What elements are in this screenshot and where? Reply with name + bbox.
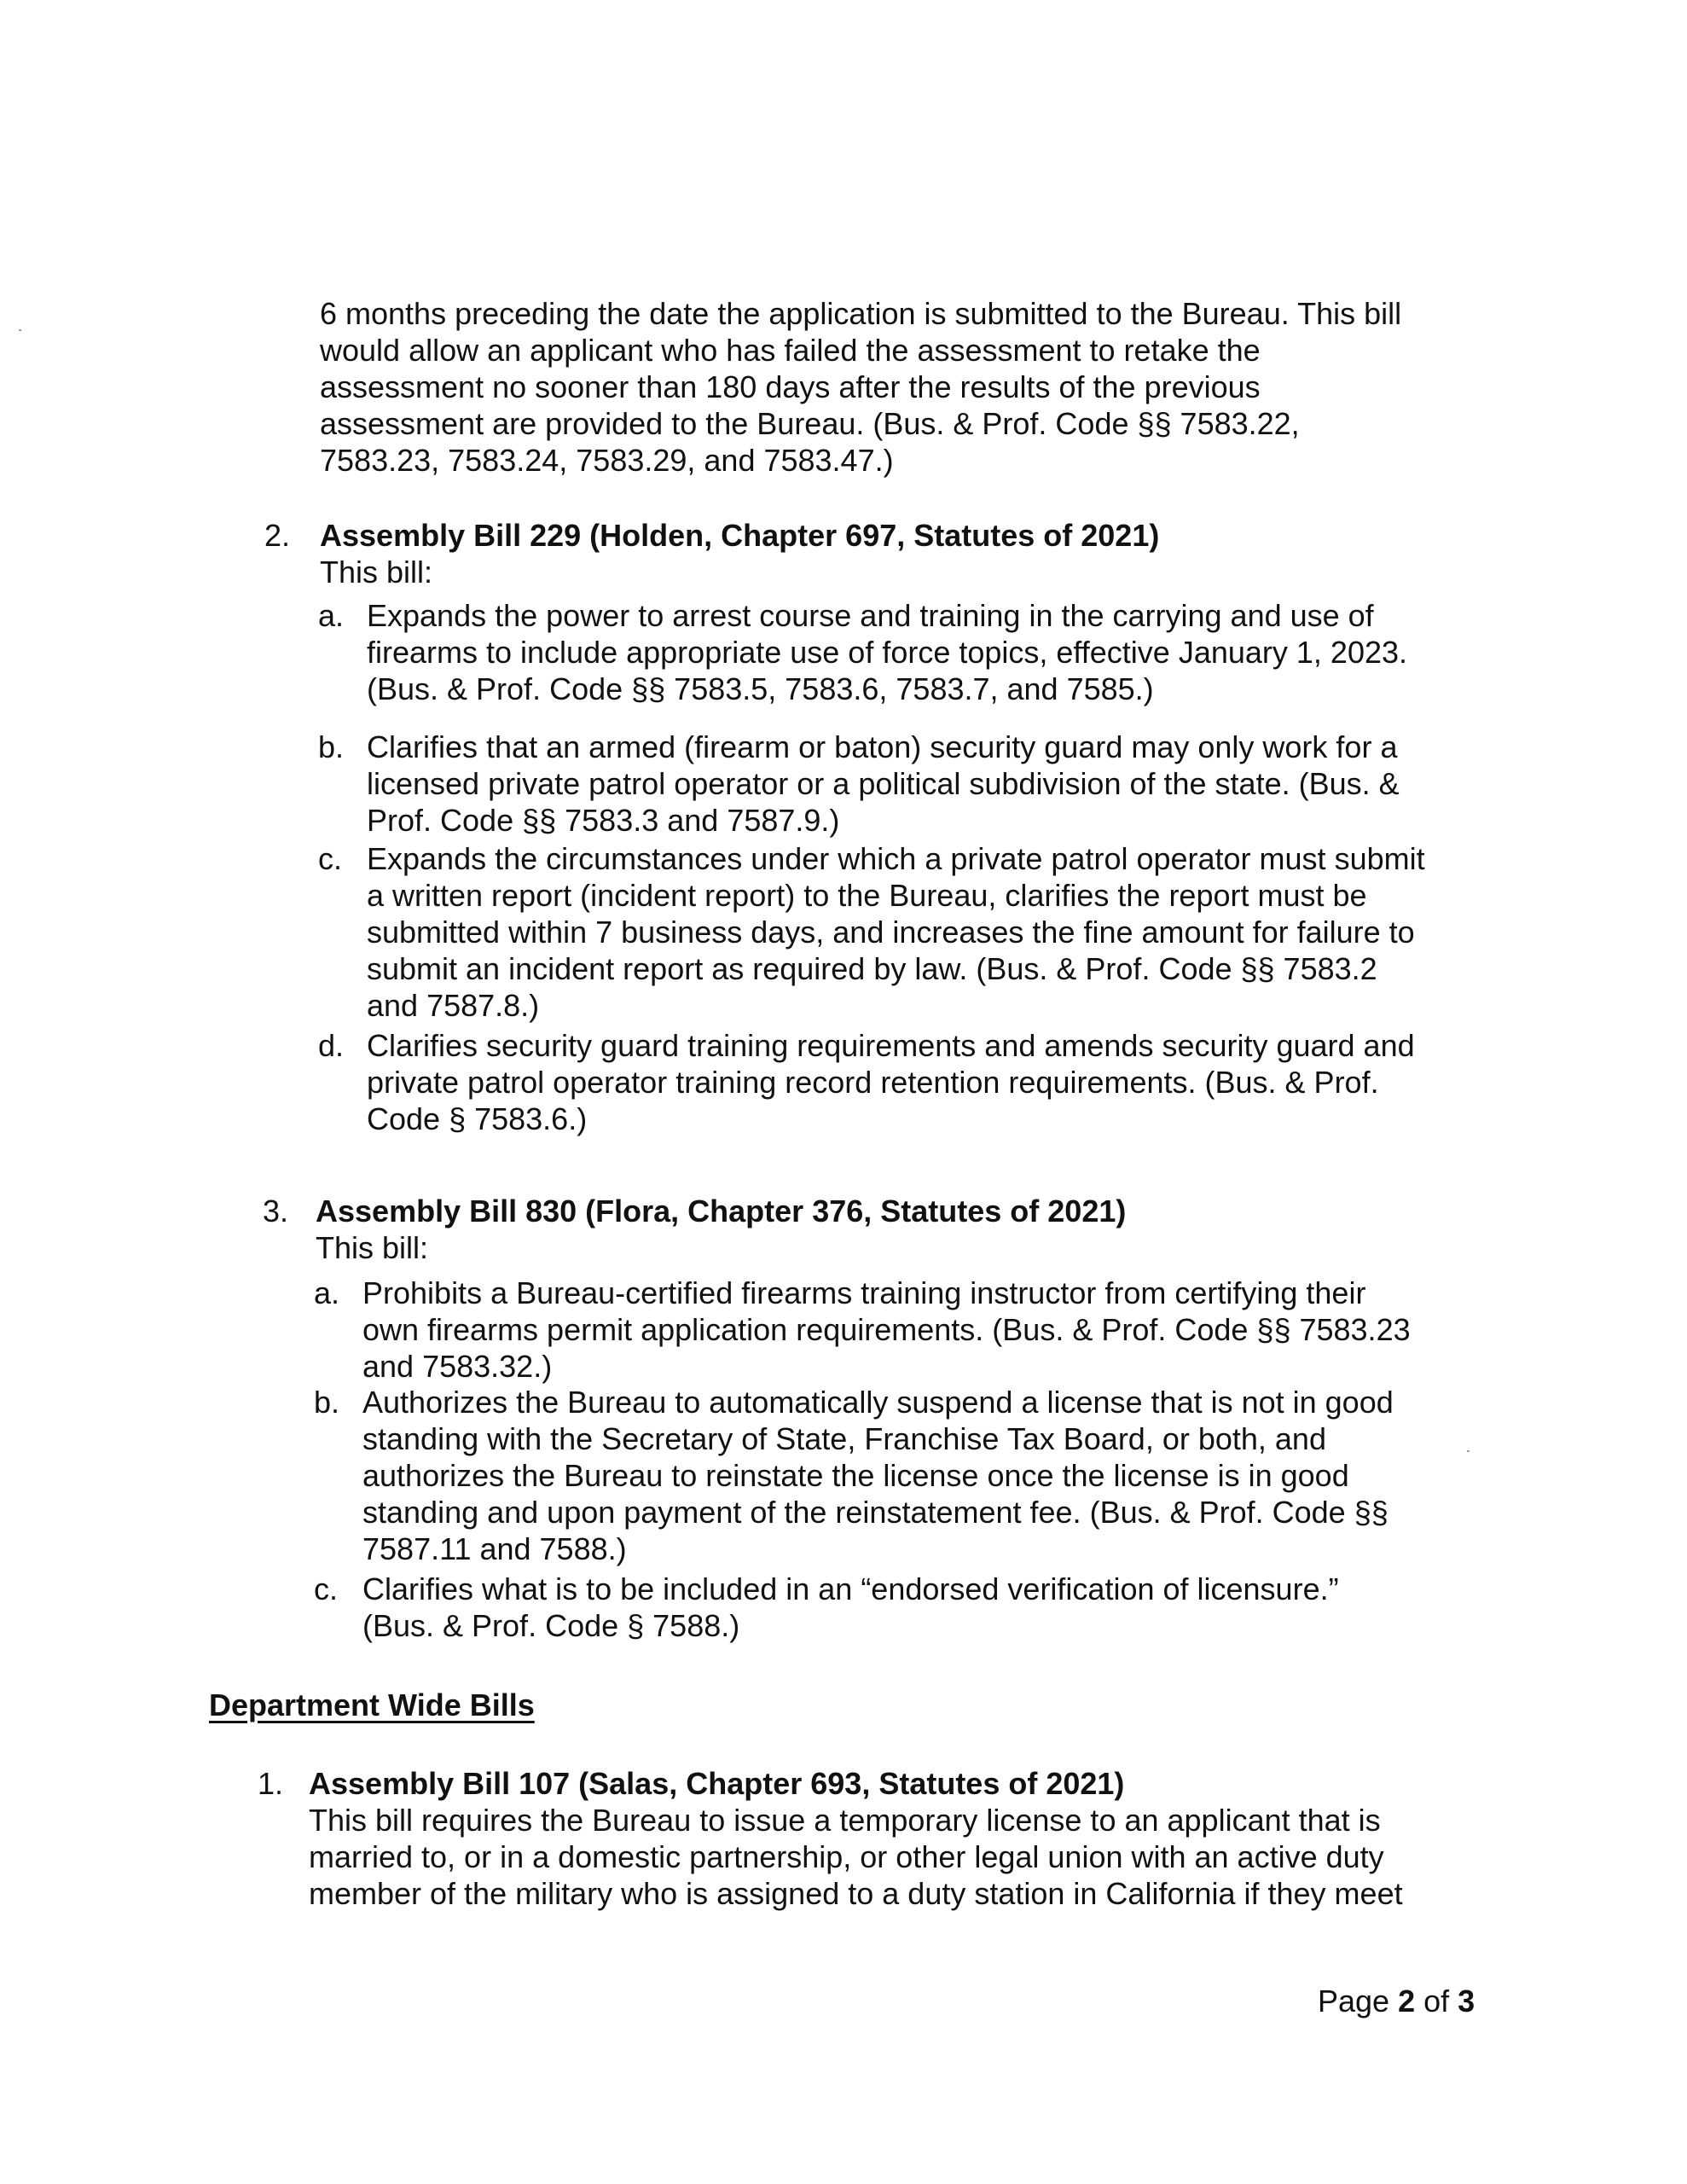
item-line: Authorizes the Bureau to automatically suspend a license that is not in good xyxy=(362,1385,1394,1420)
bill-item xyxy=(362,1384,1394,1567)
item-line: and 7583.32.) xyxy=(362,1349,553,1384)
scan-speck xyxy=(19,329,21,331)
item-line: submitted within 7 business days, and increases the fine amount for failure to xyxy=(367,915,1415,950)
section-heading: Department Wide Bills xyxy=(209,1687,535,1722)
bill-number: 3. xyxy=(263,1194,289,1228)
item-line: private patrol operator training record retention requirements. (Bus. & Prof. xyxy=(367,1065,1379,1100)
bill-lead: This bill: xyxy=(320,555,433,590)
bill-item xyxy=(362,1275,1411,1385)
item-line: submit an incident report as required by law. (Bus. & Prof. Code §§ 7583.2 xyxy=(367,951,1377,986)
item-marker: b. xyxy=(314,1385,340,1420)
item-line: standing and upon payment of the reinstatement fee. (Bus. & Prof. Code §§ xyxy=(362,1495,1388,1530)
intro-paragraph xyxy=(320,295,1401,479)
item-line: Clarifies that an armed (firearm or baton) security guard may only work for a xyxy=(367,729,1398,764)
item-marker: a. xyxy=(314,1275,340,1310)
intro-line: would allow an applicant who has failed the assessment to retake the xyxy=(320,333,1261,368)
bill-number: 1. xyxy=(258,1766,284,1801)
item-line: 7587.11 and 7588.) xyxy=(362,1531,627,1566)
item-line: Prohibits a Bureau-certified firearms training instructor from certifying their xyxy=(362,1275,1366,1310)
bill-section xyxy=(309,1765,1403,1912)
item-line: Code § 7583.6.) xyxy=(367,1101,588,1136)
item-line: firearms to include appropriate use of force topics, effective January 1, 2023. xyxy=(367,635,1408,670)
item-line: standing with the Secretary of State, Franchise Tax Board, or both, and xyxy=(362,1421,1326,1456)
item-marker: b. xyxy=(318,729,345,764)
item-line: (Bus. & Prof. Code §§ 7583.5, 7583.6, 7583.7, and 7585.) xyxy=(367,671,1154,706)
page-number xyxy=(1318,1984,1475,2019)
item-line: Expands the power to arrest course and training in the carrying and use of xyxy=(367,598,1374,633)
bill-title: Assembly Bill 107 (Salas, Chapter 693, Statutes of 2021) xyxy=(309,1766,1125,1801)
bill-title: Assembly Bill 229 (Holden, Chapter 697, Statutes of 2021) xyxy=(320,518,1160,553)
bill-body-line: married to, or in a domestic partnership, or other legal union with an active duty xyxy=(309,1839,1384,1874)
bill-item xyxy=(367,729,1400,839)
item-line: licensed private patrol operator or a political subdivision of the state. (Bus. & xyxy=(367,766,1400,801)
page-middle: of xyxy=(1415,1984,1458,2018)
intro-line: 6 months preceding the date the application is submitted to the Bureau. This bill xyxy=(320,296,1402,331)
scan-speck xyxy=(1467,1450,1470,1452)
item-line: a written report (incident report) to the Bureau, clarifies the report must be xyxy=(367,878,1367,913)
bill-item xyxy=(362,1571,1339,1644)
item-marker: d. xyxy=(318,1028,345,1063)
item-line: Clarifies what is to be included in an “endorsed verification of licensure.” xyxy=(362,1571,1339,1606)
bill-body-line: member of the military who is assigned to a duty station in California if they meet xyxy=(309,1876,1403,1911)
item-line: Clarifies security guard training requirements and amends security guard and xyxy=(367,1028,1415,1063)
item-line: and 7587.8.) xyxy=(367,988,540,1023)
page-current: 2 xyxy=(1398,1984,1416,2018)
bill-item xyxy=(367,1027,1415,1137)
item-line: authorizes the Bureau to reinstate the license once the license is in good xyxy=(362,1458,1349,1493)
item-marker: c. xyxy=(314,1571,339,1606)
item-line: (Bus. & Prof. Code § 7588.) xyxy=(362,1608,740,1643)
item-marker: c. xyxy=(318,841,343,876)
item-line: Expands the circumstances under which a private patrol operator must submit xyxy=(367,841,1425,876)
intro-line: 7583.23, 7583.24, 7583.29, and 7583.47.) xyxy=(320,443,894,478)
page-prefix: Page xyxy=(1318,1984,1399,2018)
bill-section xyxy=(320,517,1159,590)
item-line: Prof. Code §§ 7583.3 and 7587.9.) xyxy=(367,803,840,838)
bill-section xyxy=(316,1193,1126,1266)
item-marker: a. xyxy=(318,598,345,633)
intro-line: assessment are provided to the Bureau. (Bus. & Prof. Code §§ 7583.22, xyxy=(320,406,1300,441)
page-total: 3 xyxy=(1458,1984,1475,2018)
bill-item xyxy=(367,840,1425,1024)
bill-body-line: This bill requires the Bureau to issue a temporary license to an applicant that is xyxy=(309,1803,1381,1838)
item-line: own firearms permit application requirements. (Bus. & Prof. Code §§ 7583.23 xyxy=(362,1312,1411,1347)
intro-line: assessment no sooner than 180 days after the results of the previous xyxy=(320,369,1261,404)
bill-item xyxy=(367,597,1407,707)
bill-title: Assembly Bill 830 (Flora, Chapter 376, Statutes of 2021) xyxy=(316,1194,1127,1228)
bill-lead: This bill: xyxy=(316,1230,429,1265)
bill-number: 2. xyxy=(264,518,291,553)
